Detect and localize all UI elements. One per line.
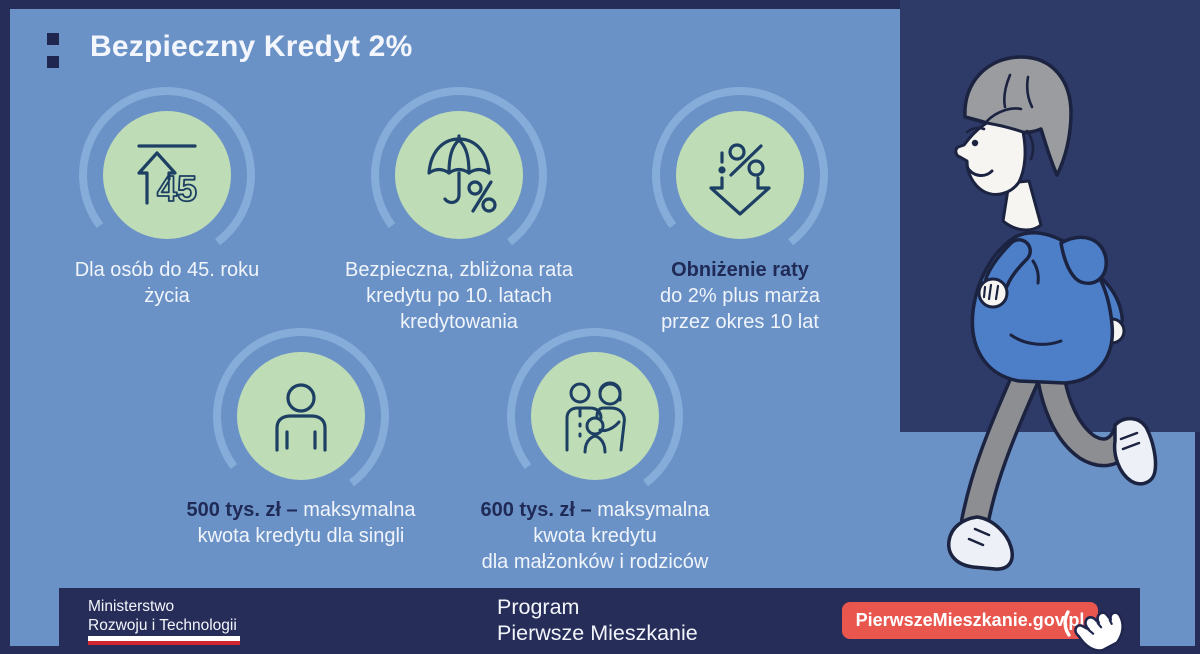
feature-text-max-loan-single: 500 tys. zł – maksymalna kwota kredytu dla singli [186,499,416,547]
umbrella-percent-icon [417,133,501,217]
feature-text-age-limit: Dla osób do 45. roku życia [74,259,260,307]
square-bullet-icon [47,33,59,45]
feature-circle-safe-rate [371,87,547,263]
gov-website-button[interactable]: PierwszeMieszkanie.gov.pl [842,602,1098,639]
feature-circle-age-limit [79,87,255,263]
feature-text-safe-rate: Bezpieczna, zbliżona rata kredytu po 10. latach kredytowania [345,259,573,333]
page-title: Bezpieczny Kredyt 2% [90,30,413,63]
arrow-up-45-icon [125,133,209,217]
feature-circle-max-loan-single [213,328,389,504]
single-person-icon [259,374,343,458]
square-bullet-icon [47,56,59,68]
feature-text-max-loan-family: 600 tys. zł – maksymalna kwota kredytu dla małżonków i rodziców [480,499,710,573]
feature-text-rate-reduction: Obniżenie raty do 2% plus marża przez okres 10 lat [659,259,821,333]
family-icon [553,374,637,458]
feature-circle-max-loan-family [507,328,683,504]
green-circle [676,111,804,239]
feature-circle-rate-reduction [652,87,828,263]
header [47,30,412,68]
green-circle [237,352,365,480]
svg-text:45: 45 [157,168,198,209]
ministry-logo-text: Ministerstwo Rozwoju i Technologii [88,598,237,634]
green-circle [531,352,659,480]
arrow-down-percent-icon [698,133,782,217]
green-circle [103,111,231,239]
running-man-illustration [915,35,1160,590]
title-bullet-squares [47,33,59,68]
hand-cursor-icon [1062,604,1126,654]
program-name: Program Pierwsze Mieszkanie [497,595,698,645]
poland-flag-bar [88,636,240,645]
green-circle [395,111,523,239]
